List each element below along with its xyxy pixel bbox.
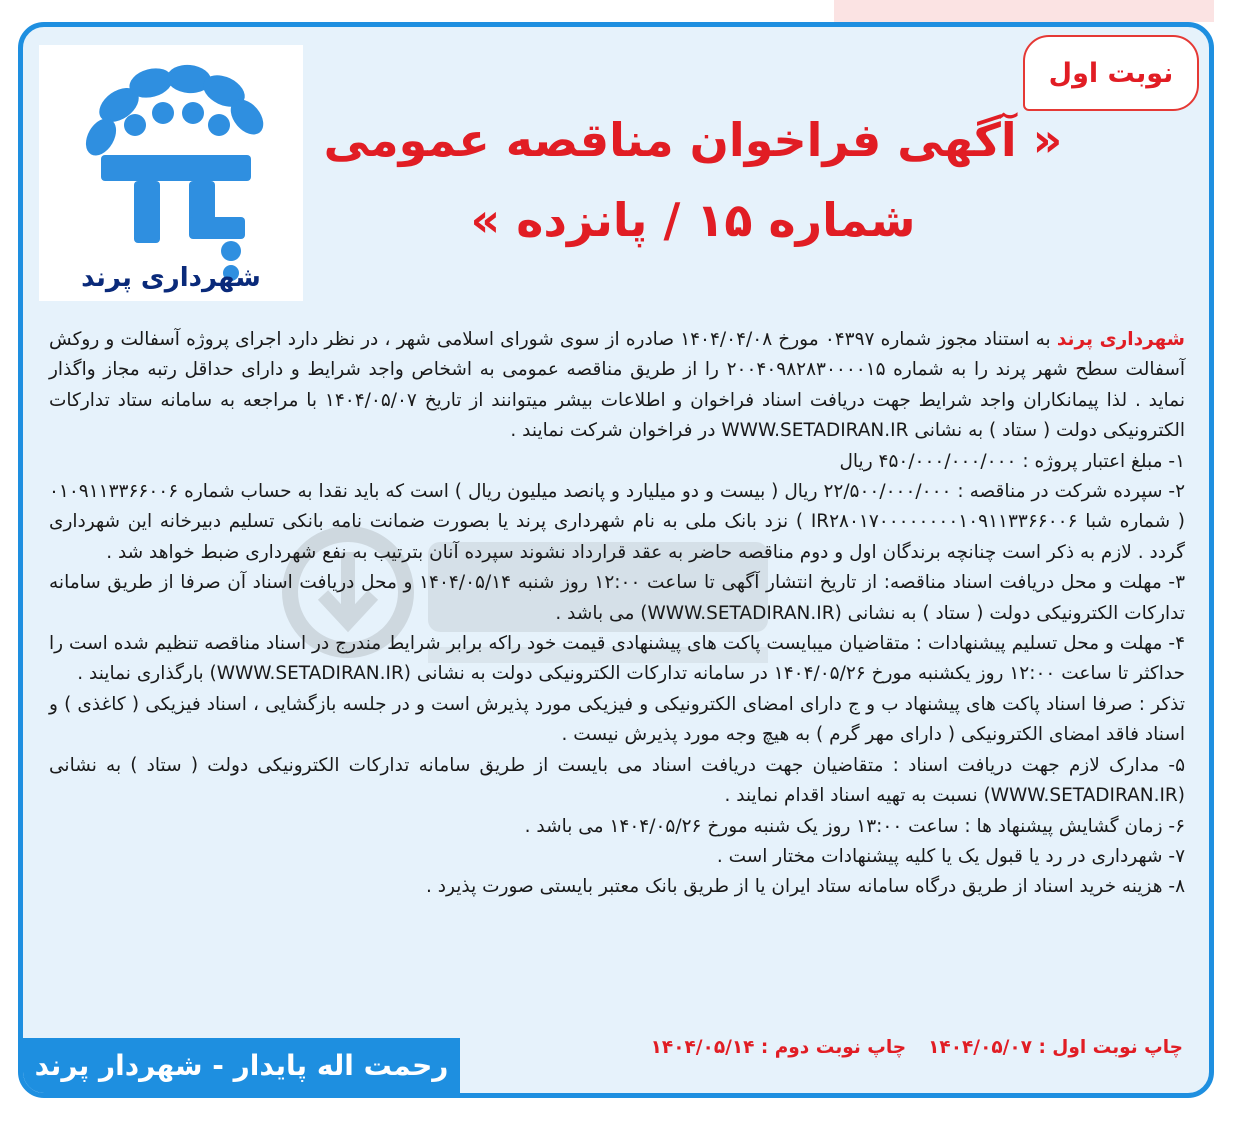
first-print-date: چاپ نوبت اول : ۱۴۰۴/۰۵/۰۷ — [928, 1037, 1183, 1058]
intro-highlight: شهرداری پرند — [1056, 329, 1185, 350]
intro-paragraph — [49, 325, 1185, 447]
item-3: ۳- مهلت و محل دریافت اسناد مناقصه: از تاریخ انتشار آگهی تا ساعت ۱۲:۰۰ روز شنبه ۱۴۰۴/۰۵/۱۴ و محل دریافت اسناد آن صرفا از طریق سامانه تدارکات الکترونیکی دولت ( ستاد ) به نشانی (WWW.SETADIRAN.IR) می باشد . — [49, 572, 1186, 624]
logo-caption: شهرداری پرند — [81, 263, 261, 293]
item-6: ۶- زمان گشایش پیشنهاد ها : ساعت ۱۳:۰۰ روز یک شنبه مورخ ۱۴۰۴/۰۵/۲۶ می باشد . — [524, 815, 1185, 837]
item-8: ۸- هزینه خرید اسناد از طریق درگاه سامانه ستاد ایران یا از طریق بانک معتبر بایستی صورت پذیرد . — [426, 876, 1185, 898]
notice-title: « آگهی فراخوان مناقصه عمومی — [323, 113, 1063, 167]
intro-text: به استناد مجوز شماره ۰۴۳۹۷ مورخ ۱۴۰۴/۰۴/۰۸ صادره از سوی شورای اسلامی شهر ، در نظر دارد اجرای پروژه آسفالت و روکش آسفالت سطح شهر پرند را به شماره ۲۰۰۴۰۹۸۲۸۳۰۰۰۰۱۵ را از طریق مناقصه عمومی به اشخاص واجد شرایط و دارای حداقل رتبه مجاز واگذار نماید . لذا پیمانکاران واجد شرایط جهت دریافت اسناد فراخوان و اطلاعات بیشر میتوانند از تاریخ ۱۴۰۴/۰۵/۰۷ با مراجعه به سامانه ستاد تدارکات الکترونیکی دولت ( ستاد ) به نشانی WWW.SETADIRAN.IR در فراخوان شرکت نمایند . — [49, 329, 1185, 442]
item-1: ۱- مبلغ اعتبار پروژه : ۴۵۰/۰۰۰/۰۰۰/۰۰۰ ریال — [839, 450, 1185, 472]
item-5: ۵- مدارک لازم جهت دریافت اسناد : متقاضیان جهت دریافت اسناد می بایست از طریق سامانه تدارکات الکترونیکی دولت ( ستاد ) به نشانی (WWW.SETADIRAN.IR) نسبت به تهیه اسناد اقدام نمایند . — [49, 754, 1185, 807]
item-2: ۲- سپرده شرکت در مناقصه : ۲۲/۵۰۰/۰۰۰/۰۰۰ ریال ( بیست و دو میلیارد و پانصد میلیون ریال ) است که باید نقدا به حساب شماره ۰۱۰۹۱۱۳۳۶۶۰۰۶ ( شماره شبا IR۲۸۰۱۷۰۰۰۰۰۰۰۰۱۰۹۱۱۳۳۶۶۰۰۶ ) نزد بانک ملی به نام شهرداری پرند یا بصورت ضمانت نامه بانکی تسلیم دبیرخانه این شهرداری گردد . لازم به ذکر است چنانچه برندگان اول و دوم مناقصه حاضر به عقد قرارداد نشوند سپرده آنان بترتیب به نفع شهرداری ضبط خواهد شد . — [49, 481, 1186, 563]
item-4: ۴- مهلت و محل تسلیم پیشنهادات : متقاضیان میبایست پاکت های پیشنهادی قیمت خود راکه برابر شرایط مندرج در اسناد مناقصه تنظیم شده است را حداکثر تا ساعت ۱۲:۰۰ روز یکشنبه مورخ ۱۴۰۴/۰۵/۲۶ در سامانه تدارکات الکترونیکی دولت به نشانی (WWW.SETADIRAN.IR) بارگذاری نمایند . — [49, 633, 1185, 685]
item-7: ۷- شهرداری در رد یا قبول یک یا کلیه پیشنهادات مختار است . — [716, 845, 1185, 867]
signature-bar: رحمت اله پایدار - شهردار پرند — [23, 1038, 460, 1093]
notice-subtitle: شماره ۱۵ / پانزده » — [470, 193, 916, 247]
notice-frame — [18, 22, 1214, 1098]
notice-body — [49, 325, 1185, 903]
corner-decoration — [834, 0, 1214, 22]
round-badge: نوبت اول — [1023, 35, 1199, 111]
print-dates — [629, 1037, 1183, 1058]
municipality-logo — [39, 45, 303, 301]
note: تذکر : صرفا اسناد پاکت های پیشنهاد ب و ج دارای امضای الکترونیکی و فیزیکی مورد پذیرش است و در جلسه بازگشایی ، اسناد فیزیکی ( کاغذی ) و اسناد فاقد امضای الکترونیکی ( دارای مهر گرم ) به هیچ وجه مورد پذیرش نیست . — [49, 693, 1185, 746]
second-print-date: چاپ نوبت دوم : ۱۴۰۴/۰۵/۱۴ — [650, 1037, 907, 1058]
